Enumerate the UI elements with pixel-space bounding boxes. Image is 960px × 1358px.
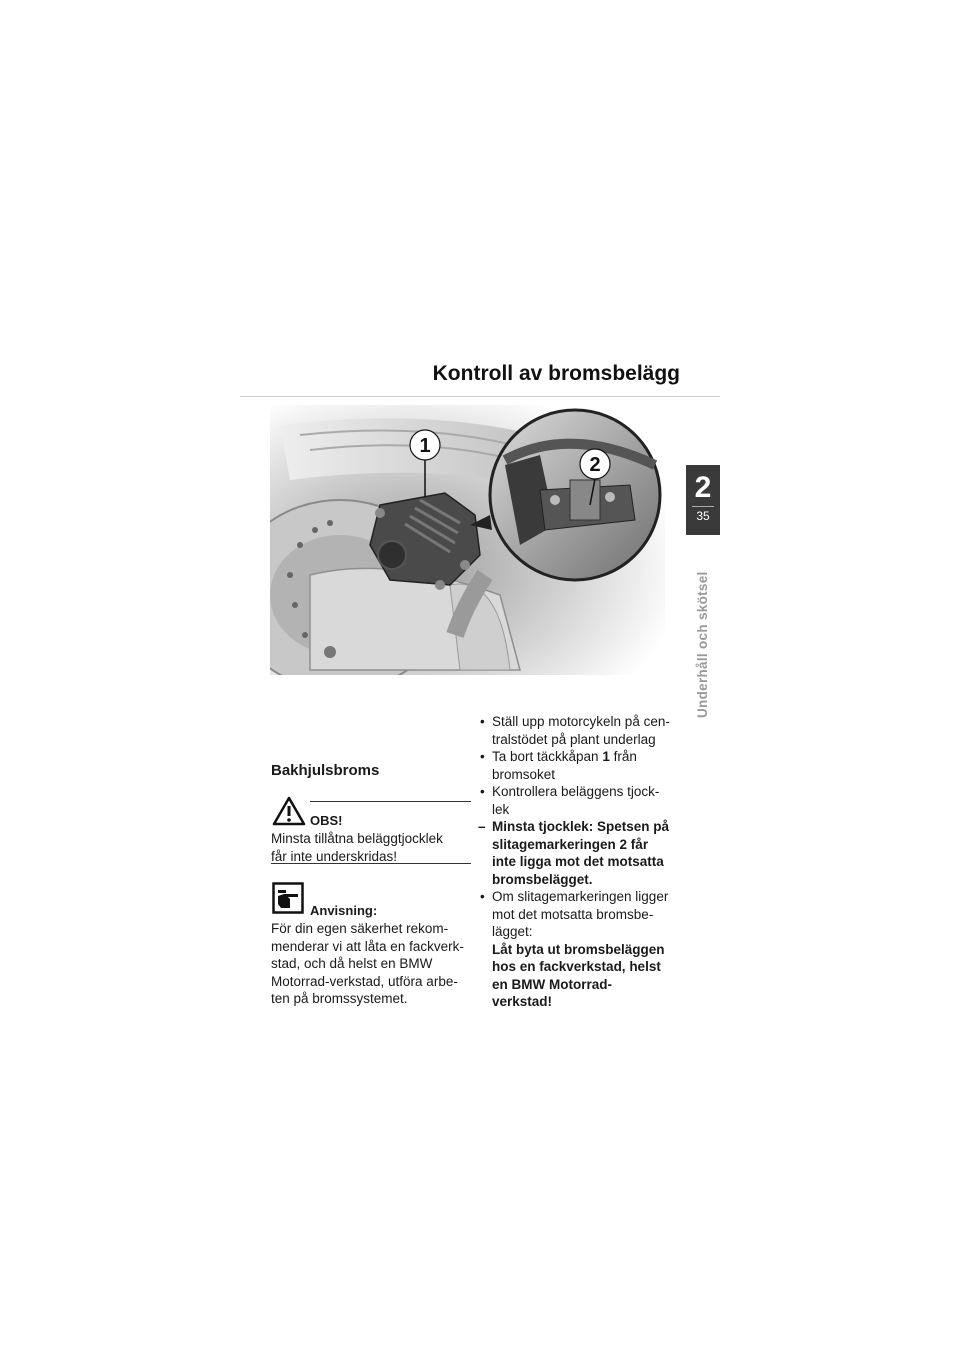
chapter-divider [692, 506, 714, 507]
item-line: bromsbelägget. [492, 871, 593, 887]
instruction-list [478, 713, 683, 1011]
callout-1-label: 1 [419, 435, 431, 457]
item-text: från [609, 749, 637, 764]
brake-caliper-shape [370, 493, 480, 585]
note-text [271, 920, 471, 1008]
item-line: slitagemarkeringen 2 får [492, 836, 649, 852]
callout-ref: 1 [602, 749, 610, 764]
item-text: Ta bort täckkåpan [492, 749, 603, 764]
bullet-icon: • [480, 749, 485, 764]
item-line: Låt byta ut bromsbeläggen [492, 941, 665, 957]
page-title: Kontroll av bromsbelägg [432, 362, 680, 385]
note-line: För din egen säkerhet rekom- [271, 921, 449, 936]
bullet-icon: • [480, 889, 485, 904]
note-line: menderar vi att låta en fackverk- [271, 938, 464, 954]
chapter-tab [686, 465, 720, 535]
list-item [478, 748, 683, 783]
warning-bottom-rule [271, 863, 471, 864]
list-item [478, 888, 683, 1011]
note-line: Motorrad-verkstad, utföra arbe- [271, 973, 458, 989]
item-line: inte ligga mot det motsatta [492, 854, 664, 869]
list-item [478, 783, 683, 818]
note-line: ten på bromssystemet. [271, 991, 408, 1006]
title-divider [240, 396, 720, 397]
note-title: Anvisning: [310, 903, 378, 918]
brake-caliper-photo [270, 405, 665, 675]
item-line: mot det motsatta bromsbe- [492, 906, 654, 922]
warning-title: OBS! [310, 813, 343, 828]
item-line: verkstad! [492, 994, 553, 1009]
warning-top-rule [310, 801, 471, 802]
pointing-hand-icon [272, 882, 304, 914]
item-line: Om slitagemarkeringen ligger [492, 889, 669, 904]
item-line: tralstödet på plant underlag [492, 731, 656, 747]
bullet-icon: • [480, 784, 485, 799]
item-line: bromsoket [492, 766, 556, 782]
chapter-number: 2 [694, 471, 712, 504]
item-line: en BMW Motorrad- [492, 976, 612, 992]
item-line: Ställ upp motorcykeln på cen- [492, 714, 670, 729]
section-heading: Bakhjulsbroms [271, 762, 380, 779]
dash-icon: – [478, 819, 486, 834]
note-line: stad, och då helst en BMW [271, 956, 433, 971]
callout-2-label: 2 [589, 454, 601, 476]
warning-line: Minsta tillåtna beläggtjocklek [271, 831, 443, 846]
item-line: hos en fackverkstad, helst [492, 959, 661, 974]
list-item-result [478, 818, 683, 888]
item-line: lek [492, 801, 510, 817]
warning-line: får inte underskridas! [271, 848, 398, 864]
list-item [478, 713, 683, 748]
bullet-icon: • [480, 714, 485, 729]
warning-text [271, 830, 471, 865]
chapter-side-label: Underhåll och skötsel [695, 571, 710, 718]
warning-triangle-icon [272, 796, 306, 826]
item-line: Kontrollera beläggens tjock- [492, 784, 660, 799]
item-line: lägget: [492, 924, 533, 939]
page-number: 35 [696, 509, 710, 523]
item-line: Minsta tjocklek: Spetsen på [492, 819, 670, 834]
item-line [492, 748, 683, 766]
